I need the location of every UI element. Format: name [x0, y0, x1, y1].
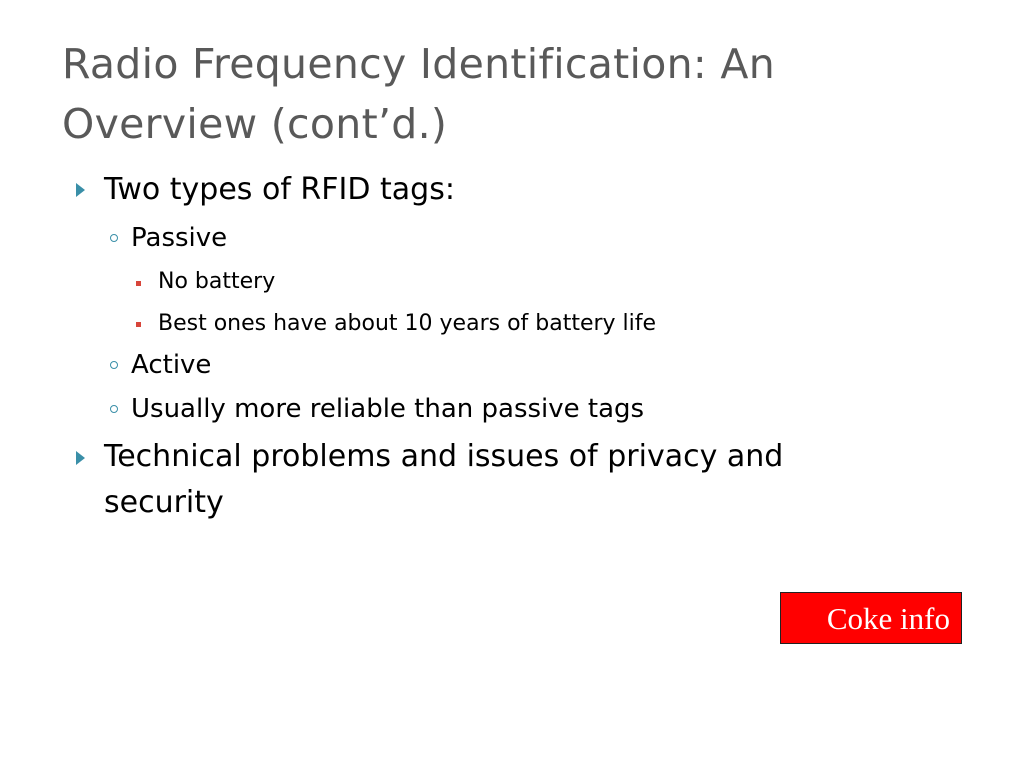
circle-outline-icon — [110, 234, 118, 242]
bullet-technical-problems: Technical problems and issues of privacy and — [104, 439, 784, 474]
triangle-right-icon — [76, 451, 85, 465]
square-icon — [136, 322, 141, 327]
bullet-battery-life: Best ones have about 10 years of battery life — [158, 311, 657, 336]
coke-info-button[interactable]: Coke info — [780, 592, 962, 644]
bullet-rfid-tag-types: Two types of RFID tags: — [104, 172, 455, 207]
bullet-passive: Passive — [131, 223, 228, 253]
bullet-no-battery: No battery — [158, 269, 276, 294]
square-icon — [136, 281, 141, 286]
triangle-right-icon — [76, 183, 85, 197]
bullet-technical-problems-continued: security — [104, 485, 224, 520]
circle-outline-icon — [110, 361, 118, 369]
bullet-active: Active — [131, 350, 212, 380]
circle-outline-icon — [110, 405, 118, 413]
slide-title: Radio Frequency Identification: An Overview (cont’d.) — [62, 40, 775, 148]
bullet-more-reliable: Usually more reliable than passive tags — [131, 394, 645, 424]
